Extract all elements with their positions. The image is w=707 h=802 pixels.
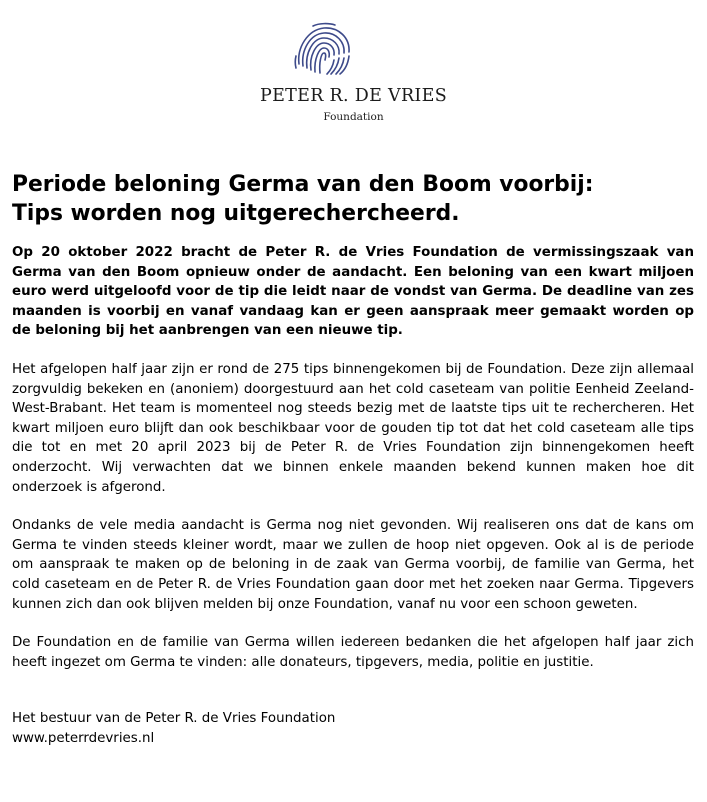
website-link[interactable]: www.peterrdevries.nl xyxy=(12,730,155,746)
body-paragraph-1: Het afgelopen half jaar zijn er rond de 275 tips binnengekomen bij de Foundation. Deze zijn allemaal zorgvuldig bekeken en (anoniem) doorgestuurd aan het cold caseteam van politie Eenheid Zeeland-West-Brabant. Het team is momenteel nog steeds bezig met de laatste tips uit te rechercheren. Het kwart miljoen euro blijft dan ook beschikbaar voor de gouden tip tot dat het cold caseteam alle tips die tot en met 20 april 2023 bij de Peter R. de Vries Foundation zijn binnengekomen heeft onderzocht. Wij verwachten dat we binnen enkele maanden bekend kunnen maken hoe dit onderzoek is afgerond. xyxy=(12,361,694,495)
body-paragraph-2: Ondanks de vele media aandacht is Germa nog niet gevonden. Wij realiseren ons dat de kans om Germa te vinden steeds kleiner wordt, maar we zullen de hoop niet opgeven. Ook al is de periode om aanspraak te maken op de beloning in de zaak van Germa voorbij, de familie van Germa, het cold caseteam en de Peter R. de Vries Foundation gaan door met het zoeken naar Germa. Tipgevers kunnen zich dan ook blijven melden bij onze Foundation, vanaf nu voor een schoon geweten. xyxy=(12,518,694,612)
signature: Het bestuur van de Peter R. de Vries Foundation xyxy=(12,711,336,727)
press-release xyxy=(12,170,694,748)
title-line-2: Tips worden nog uitgerechercheerd. xyxy=(12,201,460,226)
body-paragraph-3: De Foundation en de familie van Germa willen iedereen bedanken die het afgelopen half jaar zich heeft ingezet om Germa te vinden: alle donateurs, tipgevers, media, politie en justitie. xyxy=(12,635,694,670)
fingerprint-icon xyxy=(293,20,355,78)
intro-paragraph: Op 20 oktober 2022 bracht de Peter R. de Vries Foundation de vermissingszaak van Germa van den Boom opnieuw onder de aandacht. Een beloning van een kwart miljoen euro werd uitgeloofd voor de tip die leidt naar de vondst van Germa. De deadline van zes maanden is voorbij en vanaf vandaag kan er geen aanspraak meer gemaakt worden op de beloning bij het aanbrengen van een nieuwe tip. xyxy=(12,245,694,339)
title-line-1: Periode beloning Germa van den Boom voorbij: xyxy=(12,172,594,197)
foundation-subtitle: Foundation xyxy=(323,111,384,123)
signature-block xyxy=(12,709,694,748)
letterhead xyxy=(0,0,707,140)
article-title xyxy=(12,170,694,228)
foundation-name: PETER R. DE VRIES xyxy=(260,86,447,106)
